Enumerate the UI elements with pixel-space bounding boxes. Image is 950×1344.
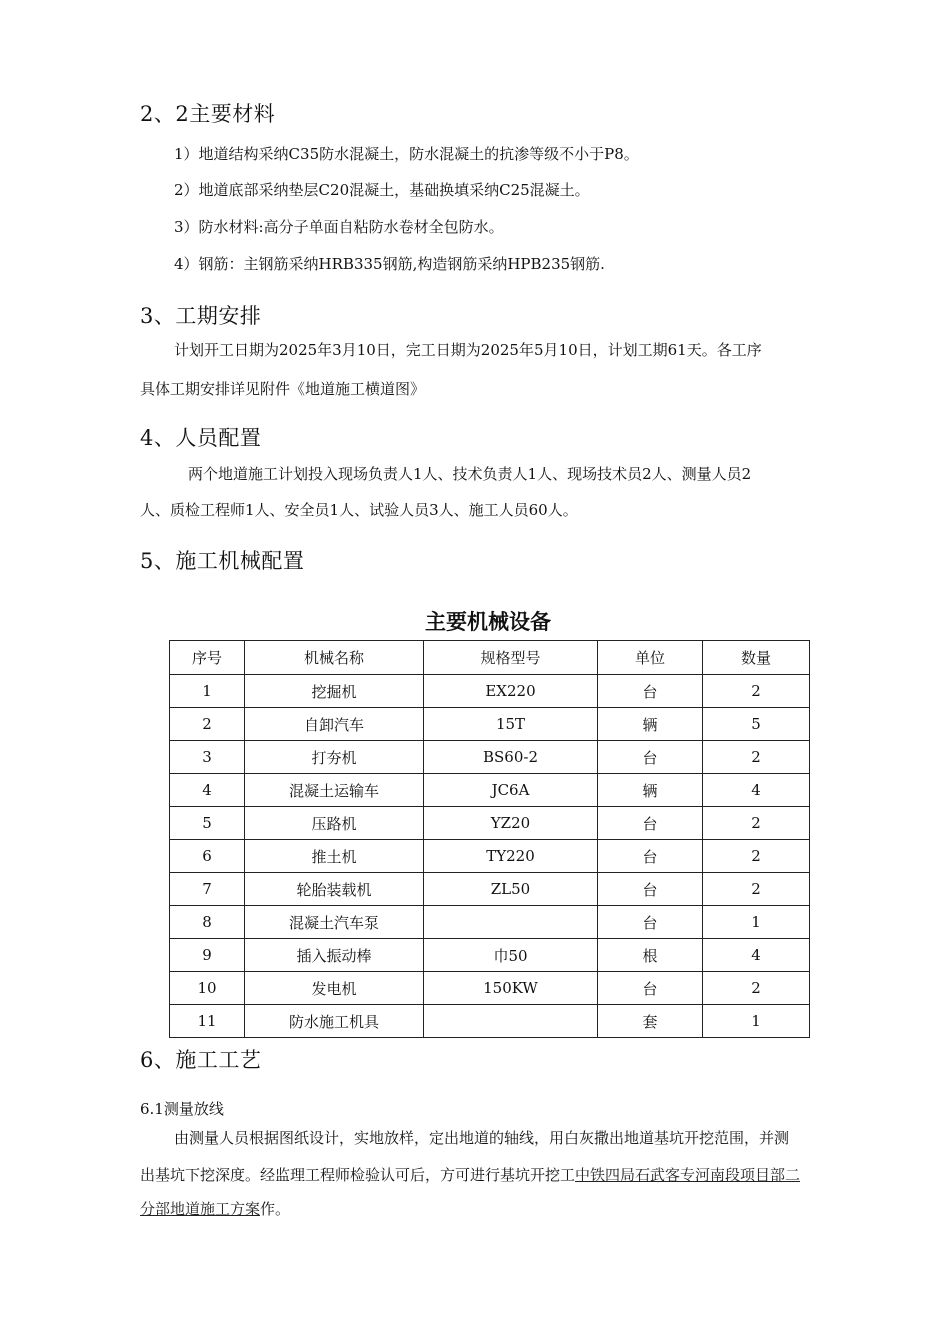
table-row xyxy=(170,774,810,807)
schedule-line-2: 具体工期安排详见附件《地道施工横道图》 xyxy=(140,380,426,398)
col-header-qty: 数量 xyxy=(703,641,810,675)
equipment-table xyxy=(169,640,810,1038)
cell-qty: 2 xyxy=(703,675,810,708)
cell-no: 6 xyxy=(170,840,245,873)
heading-main-materials: 2、2主要材料 xyxy=(140,102,276,126)
table-row xyxy=(170,675,810,708)
table-row xyxy=(170,939,810,972)
staffing-line-1: 两个地道施工计划投入现场负责人1人、技术负责人1人、现场技术员2人、测量人员2 xyxy=(188,465,752,483)
staffing-line-2: 人、质检工程师1人、安全员1人、试验人员3人、施工人员60人。 xyxy=(140,501,578,519)
cell-name: 轮胎装载机 xyxy=(245,873,424,906)
cell-no: 10 xyxy=(170,972,245,1005)
cell-no: 11 xyxy=(170,1005,245,1038)
cell-qty: 4 xyxy=(703,939,810,972)
heading-schedule: 3、工期安排 xyxy=(140,304,262,328)
material-item-2: 2）地道底部采纳垫层C20混凝土，基础换填采纳C25混凝土。 xyxy=(174,181,590,199)
cell-unit: 台 xyxy=(598,840,703,873)
cell-qty: 4 xyxy=(703,774,810,807)
cell-name: 插入振动棒 xyxy=(245,939,424,972)
cell-qty: 2 xyxy=(703,873,810,906)
doc-title-link[interactable]: 中铁四局石武客专河南段项目部二 xyxy=(575,1166,801,1184)
subheading-survey: 6.1测量放线 xyxy=(140,1100,224,1118)
survey-line-2-text: 出基坑下挖深度。经监理工程师检验认可后，方可进行基坑开挖工 xyxy=(140,1166,576,1184)
cell-unit: 台 xyxy=(598,807,703,840)
table-row xyxy=(170,708,810,741)
col-header-no: 序号 xyxy=(170,641,245,675)
cell-model: ZL50 xyxy=(424,873,598,906)
table-row xyxy=(170,972,810,1005)
cell-model: YZ20 xyxy=(424,807,598,840)
survey-line-2 xyxy=(140,1168,800,1183)
cell-model: BS60-2 xyxy=(424,741,598,774)
cell-no: 3 xyxy=(170,741,245,774)
cell-name: 混凝土运输车 xyxy=(245,774,424,807)
table-header-row xyxy=(170,641,810,675)
cell-unit: 辆 xyxy=(598,708,703,741)
heading-staffing: 4、人员配置 xyxy=(140,426,262,450)
schedule-line-1: 计划开工日期为2025年3月10日，完工日期为2025年5月10日，计划工期61天。各工序 xyxy=(174,341,762,359)
table-row xyxy=(170,1005,810,1038)
cell-model: EX220 xyxy=(424,675,598,708)
cell-qty: 1 xyxy=(703,906,810,939)
cell-qty: 2 xyxy=(703,972,810,1005)
cell-unit: 辆 xyxy=(598,774,703,807)
cell-no: 1 xyxy=(170,675,245,708)
cell-unit: 台 xyxy=(598,741,703,774)
cell-unit: 套 xyxy=(598,1005,703,1038)
doc-title-link-cont[interactable]: 分部地道施工方案 xyxy=(140,1200,261,1218)
survey-line-1: 由测量人员根据图纸设计，实地放样，定出地道的轴线，用白灰撒出地道基坑开挖范围，并测 xyxy=(174,1129,790,1147)
cell-qty: 2 xyxy=(703,840,810,873)
cell-no: 4 xyxy=(170,774,245,807)
cell-qty: 1 xyxy=(703,1005,810,1038)
cell-model xyxy=(424,906,598,939)
cell-unit: 台 xyxy=(598,873,703,906)
col-header-model: 规格型号 xyxy=(424,641,598,675)
cell-name: 混凝土汽车泵 xyxy=(245,906,424,939)
cell-model: JC6A xyxy=(424,774,598,807)
table-row xyxy=(170,840,810,873)
cell-model: 巾50 xyxy=(424,939,598,972)
table-row xyxy=(170,873,810,906)
cell-model: 15T xyxy=(424,708,598,741)
cell-qty: 2 xyxy=(703,741,810,774)
cell-qty: 2 xyxy=(703,807,810,840)
cell-name: 发电机 xyxy=(245,972,424,1005)
cell-unit: 台 xyxy=(598,906,703,939)
cell-name: 压路机 xyxy=(245,807,424,840)
cell-name: 挖掘机 xyxy=(245,675,424,708)
cell-model: TY220 xyxy=(424,840,598,873)
cell-qty: 5 xyxy=(703,708,810,741)
table-row xyxy=(170,741,810,774)
cell-unit: 台 xyxy=(598,972,703,1005)
table-row xyxy=(170,807,810,840)
cell-name: 打夯机 xyxy=(245,741,424,774)
survey-line-3 xyxy=(140,1202,290,1217)
cell-no: 9 xyxy=(170,939,245,972)
heading-process: 6、施工工艺 xyxy=(140,1048,262,1072)
col-header-unit: 单位 xyxy=(598,641,703,675)
cell-unit: 台 xyxy=(598,675,703,708)
cell-no: 5 xyxy=(170,807,245,840)
heading-machinery: 5、施工机械配置 xyxy=(140,549,305,573)
cell-unit: 根 xyxy=(598,939,703,972)
material-item-3: 3）防水材料:高分子单面自粘防水卷材全包防水。 xyxy=(174,218,504,236)
cell-no: 2 xyxy=(170,708,245,741)
table-row xyxy=(170,906,810,939)
material-item-1: 1）地道结构采纳C35防水混凝土，防水混凝土的抗渗等级不小于P8。 xyxy=(174,145,639,163)
table-title: 主要机械设备 xyxy=(425,609,551,634)
cell-name: 自卸汽车 xyxy=(245,708,424,741)
cell-no: 8 xyxy=(170,906,245,939)
col-header-name: 机械名称 xyxy=(245,641,424,675)
material-item-4: 4）钢筋：主钢筋采纳HRB335钢筋,构造钢筋采纳HPB235钢筋. xyxy=(174,255,605,273)
cell-no: 7 xyxy=(170,873,245,906)
cell-name: 推土机 xyxy=(245,840,424,873)
cell-model: 150KW xyxy=(424,972,598,1005)
survey-line-3-text: 作。 xyxy=(260,1200,291,1218)
cell-model xyxy=(424,1005,598,1038)
cell-name: 防水施工机具 xyxy=(245,1005,424,1038)
